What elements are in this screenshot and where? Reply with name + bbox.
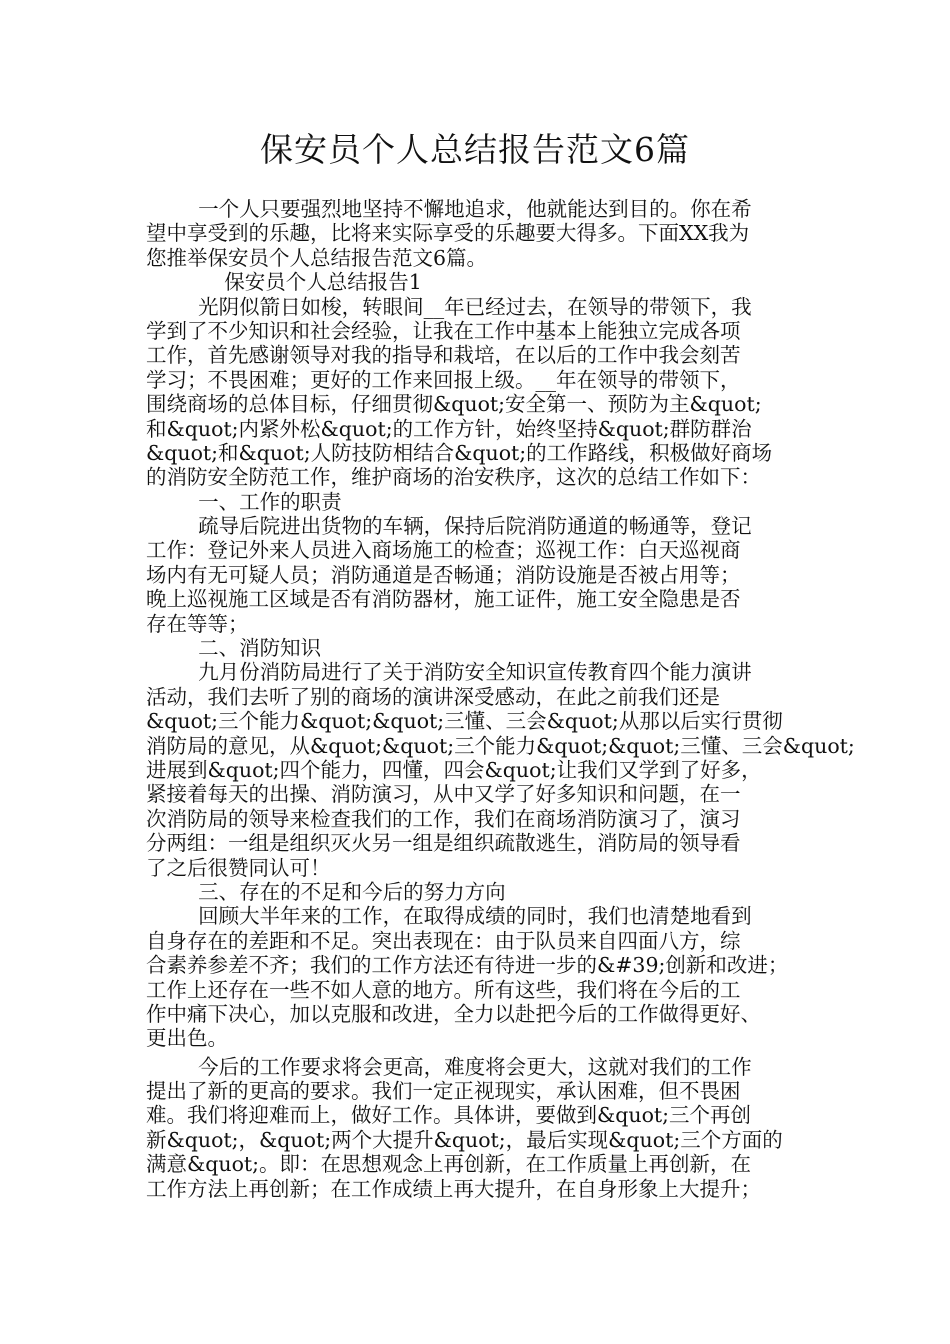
body-line: 学到了不少知识和社会经验，让我在工作中基本上能独立完成各项 [146,318,741,343]
body-line: &quot;和&quot;人防技防相结合&quot;的工作路线，积极做好商场 [146,440,773,465]
body-line: 提出了新的更高的要求。我们一定正视现实，承认困难，但不畏困 [146,1079,741,1104]
body-line: 分两组：一组是组织灭火另一组是组织疏散逃生，消防局的领导看 [146,831,741,856]
body-line: 活动，我们去听了别的商场的演讲深受感动，在此之前我们还是 [146,684,720,709]
body-line: 进展到&quot;四个能力，四懂，四会&quot;让我们又学到了好多， [146,757,762,782]
document-body [146,197,855,1201]
body-line: 一个人只要强烈地坚持不懈地追求，他就能达到目的。你在希 [146,197,752,221]
body-line: 更出色。 [146,1026,228,1051]
body-line: 工作：登记外来人员进入商场施工的检查；巡视工作：白天巡视商 [146,538,741,563]
body-line: 新&quot;，&quot;两个大提升&quot;，最后实现&quot;三个方面的 [146,1127,783,1152]
document-title: 保安员个人总结报告范文6篇 [260,130,690,169]
body-line: 光阴似箭日如梭，转眼间__年已经过去，在领导的带领下，我 [146,294,752,319]
body-line: 九月份消防局进行了关于消防安全知识宣传教育四个能力演讲 [146,660,752,685]
body-line: 二、消防知识 [146,636,322,661]
body-line: 消防局的意见，从&quot;&quot;三个能力&quot;&quot;三懂、三会&quot; [146,733,855,758]
body-line: 您推举保安员个人总结报告范文6篇。 [146,245,488,270]
body-line: 今后的工作要求将会更高，难度将会更大，这就对我们的工作 [146,1054,752,1079]
body-line: 一、工作的职责 [146,489,342,514]
body-line: 的消防安全防范工作，维护商场的治安秩序，这次的总结工作如下： [146,465,761,490]
body-line: 工作上还存在一些不如人意的地方。所有这些，我们将在今后的工 [146,977,741,1002]
body-line: 自身存在的差距和不足。突出表现在：由于队员来自四面八方，综 [146,928,741,953]
body-line: 望中享受到的乐趣，比将来实际享受的乐趣要大得多。下面XX我为 [146,221,750,246]
body-line: 合素养参差不齐；我们的工作方法还有待进一步的&#39;创新和改进； [146,953,789,978]
body-line: 回顾大半年来的工作，在取得成绩的同时，我们也清楚地看到 [146,904,752,929]
body-line: 晚上巡视施工区域是否有消防器材，施工证件，施工安全隐患是否 [146,587,741,612]
body-line: 作中痛下决心，加以克服和改进，全力以赴把今后的工作做得更好、 [146,1001,761,1026]
body-line: 工作，首先感谢领导对我的指导和栽培，在以后的工作中我会刻苦 [146,343,741,368]
body-line: &quot;三个能力&quot;&quot;三懂、三会&quot;从那以后实行贯彻 [146,709,783,734]
body-line: 三、存在的不足和今后的努力方向 [146,879,506,904]
body-line: 了之后很赞同认可！ [146,855,331,880]
body-line: 和&quot;内紧外松&quot;的工作方针，始终坚持&quot;群防群治 [146,416,752,441]
body-line: 紧接着每天的出操、消防演习，从中又学了好多知识和问题，在一 [146,782,741,807]
body-line: 工作方法上再创新；在工作成绩上再大提升，在自身形象上大提升； [146,1176,761,1201]
body-line: 场内有无可疑人员；消防通道是否畅通；消防设施是否被占用等； [146,562,741,587]
body-line: 次消防局的领导来检查我们的工作，我们在商场消防演习了，演习 [146,806,741,831]
body-line: 疏导后院进出货物的车辆，保持后院消防通道的畅通等，登记 [146,514,752,539]
body-line: 存在等等； [146,611,249,636]
body-line: 学习；不畏困难；更好的工作来回报上级。__年在领导的带领下， [146,367,741,392]
body-line: 保安员个人总结报告1 [146,270,422,295]
body-line: 难。我们将迎难而上，做好工作。具体讲，要做到&quot;三个再创 [146,1103,752,1128]
body-line: 围绕商场的总体目标，仔细贯彻&quot;安全第一、预防为主&quot; [146,392,762,417]
body-line: 满意&quot;。即：在思想观念上再创新，在工作质量上再创新，在 [146,1152,752,1177]
